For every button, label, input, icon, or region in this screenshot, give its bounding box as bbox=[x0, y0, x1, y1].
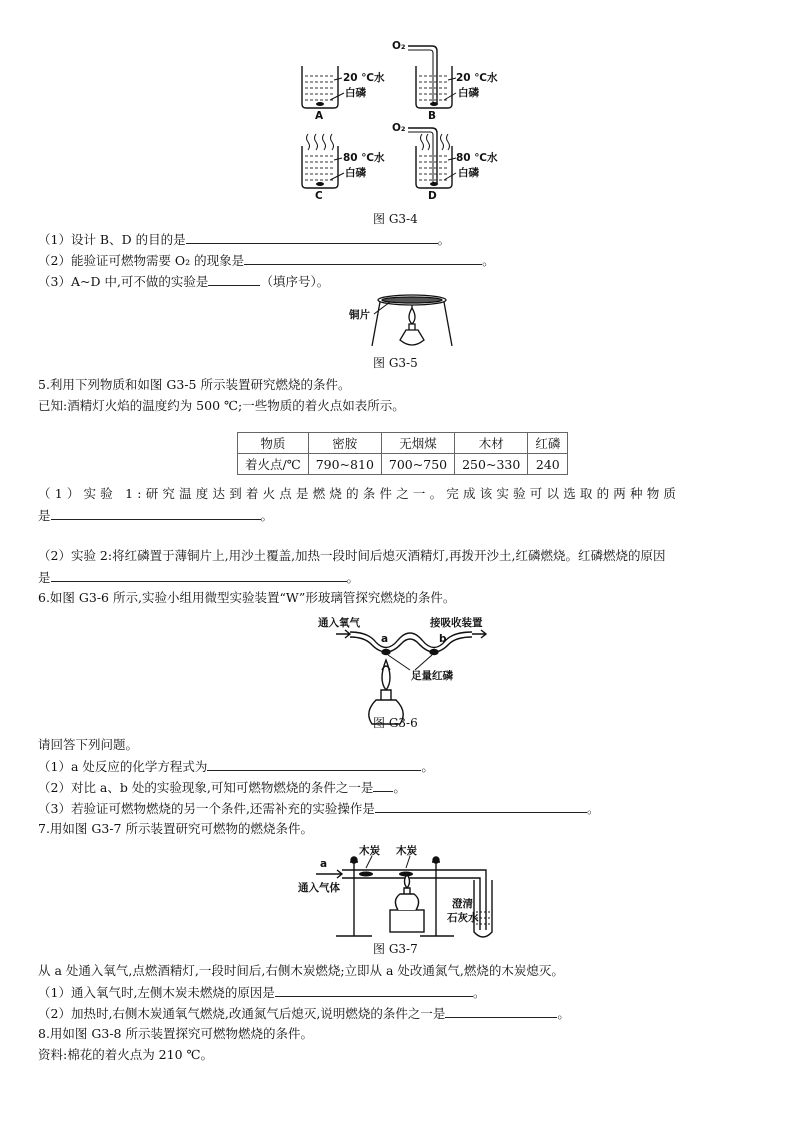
phosphorus-label-d: 白磷 bbox=[458, 167, 479, 179]
water-label-b: 20 ℃水 bbox=[456, 72, 498, 84]
q5-title: 5.利用下列物质和如图 G3-5 所示装置研究燃烧的条件。 bbox=[38, 377, 351, 392]
charcoal-label-left: 木炭 bbox=[359, 845, 380, 857]
red-phosphorus-label: 足量红磷 bbox=[411, 670, 453, 682]
beaker-label-c: C bbox=[315, 190, 323, 202]
inlet-a-label: a bbox=[320, 858, 328, 870]
q5-sub1: （1）实验 1:研究温度达到着火点是燃烧的条件之一。完成该实验可以选取的两种物质 bbox=[38, 486, 681, 501]
caption-g3-6: 图 G3-6 bbox=[373, 716, 418, 730]
table-cell: 250~330 bbox=[455, 454, 528, 475]
oxygen-inlet-label: 通入氧气 bbox=[318, 617, 360, 629]
o2-label-d: O₂ bbox=[392, 122, 406, 134]
q5-sub1-cont: 是 。 bbox=[38, 508, 274, 523]
limewater-label-1: 澄清 bbox=[452, 898, 473, 910]
phosphorus-label-a: 白磷 bbox=[345, 87, 366, 99]
point-b-label: b bbox=[439, 633, 447, 645]
q6-sub3: （3）若验证可燃物燃烧的另一个条件,还需补充的实验操作是 。 bbox=[38, 801, 600, 816]
q4-sub3: （3）A~D 中,可不做的实验是 （填序号）。 bbox=[38, 274, 330, 289]
water-label-c: 80 ℃水 bbox=[343, 152, 385, 164]
table-header: 木材 bbox=[455, 433, 528, 454]
table-cell: 790~810 bbox=[308, 454, 381, 475]
caption-g3-5: 图 G3-5 bbox=[373, 356, 418, 370]
q8-info: 资料:棉花的着火点为 210 ℃。 bbox=[38, 1047, 214, 1062]
q7-blank2[interactable] bbox=[445, 1005, 557, 1018]
water-label-d: 80 ℃水 bbox=[456, 152, 498, 164]
beaker-label-b: B bbox=[428, 110, 437, 122]
copper-sheet-label: 铜片 bbox=[349, 309, 370, 321]
table-cell: 700~750 bbox=[381, 454, 454, 475]
point-a-label: a bbox=[381, 633, 389, 645]
q6-intro: 请回答下列问题。 bbox=[38, 737, 139, 752]
absorber-label: 接吸收装置 bbox=[430, 617, 483, 629]
q6-sub1: （1）a 处反应的化学方程式为 。 bbox=[38, 759, 434, 774]
phosphorus-label-c: 白磷 bbox=[345, 167, 366, 179]
q7-desc: 从 a 处通入氧气,点燃酒精灯,一段时间后,右侧木炭燃烧;立即从 a 处改通氮气,燃烧的木炭熄灭。 bbox=[38, 963, 564, 978]
q5-sub2-cont: 是 。 bbox=[38, 570, 360, 585]
beaker-label-a: A bbox=[315, 110, 324, 122]
q6-sub2: （2）对比 a、b 处的实验现象,可知可燃物燃烧的条件之一是 。 bbox=[38, 780, 406, 795]
o2-label-b: O₂ bbox=[392, 40, 406, 52]
charcoal-label-right: 木炭 bbox=[396, 845, 417, 857]
q4-sub1: （1）设计 B、D 的目的是 。 bbox=[38, 232, 451, 247]
q7-title: 7.用如图 G3-7 所示装置研究可燃物的燃烧条件。 bbox=[38, 821, 313, 836]
q4-sub2: （2）能验证可燃物需要 O₂ 的现象是 。 bbox=[38, 253, 495, 268]
table-header: 密胺 bbox=[308, 433, 381, 454]
q7-sub1: （1）通入氧气时,左侧木炭未燃烧的原因是 。 bbox=[38, 985, 486, 1000]
table-header: 红磷 bbox=[528, 433, 568, 454]
gas-inlet-label: 通入气体 bbox=[298, 882, 340, 894]
caption-g3-7: 图 G3-7 bbox=[373, 942, 418, 956]
table-header: 无烟煤 bbox=[381, 433, 454, 454]
q7-sub2: （2）加热时,右侧木炭通氧气燃烧,改通氮气后熄灭,说明燃烧的条件之一是 。 bbox=[38, 1006, 570, 1021]
beaker-label-d: D bbox=[428, 190, 437, 202]
caption-g3-4: 图 G3-4 bbox=[373, 212, 418, 226]
table-cell: 240 bbox=[528, 454, 568, 475]
q5-known: 已知:酒精灯火焰的温度约为 500 ℃;一些物质的着火点如表所示。 bbox=[38, 398, 405, 413]
table-header: 物质 bbox=[238, 433, 309, 454]
phosphorus-label-b: 白磷 bbox=[458, 87, 479, 99]
q5-sub2: （2）实验 2:将红磷置于薄铜片上,用沙土覆盖,加热一段时间后熄灭酒精灯,再拨开沙土,红磷燃烧。红磷燃烧的原因 bbox=[38, 548, 666, 563]
table-row-label: 着火点/℃ bbox=[238, 454, 309, 475]
q6-title: 6.如图 G3-6 所示,实验小组用微型实验装置“W”形玻璃管探究燃烧的条件。 bbox=[38, 590, 456, 605]
q7-blank1[interactable] bbox=[275, 984, 473, 997]
water-label-a: 20 ℃水 bbox=[343, 72, 385, 84]
q8-title: 8.用如图 G3-8 所示装置探究可燃物燃烧的条件。 bbox=[38, 1026, 313, 1041]
limewater-label-2: 石灰水 bbox=[447, 912, 479, 924]
